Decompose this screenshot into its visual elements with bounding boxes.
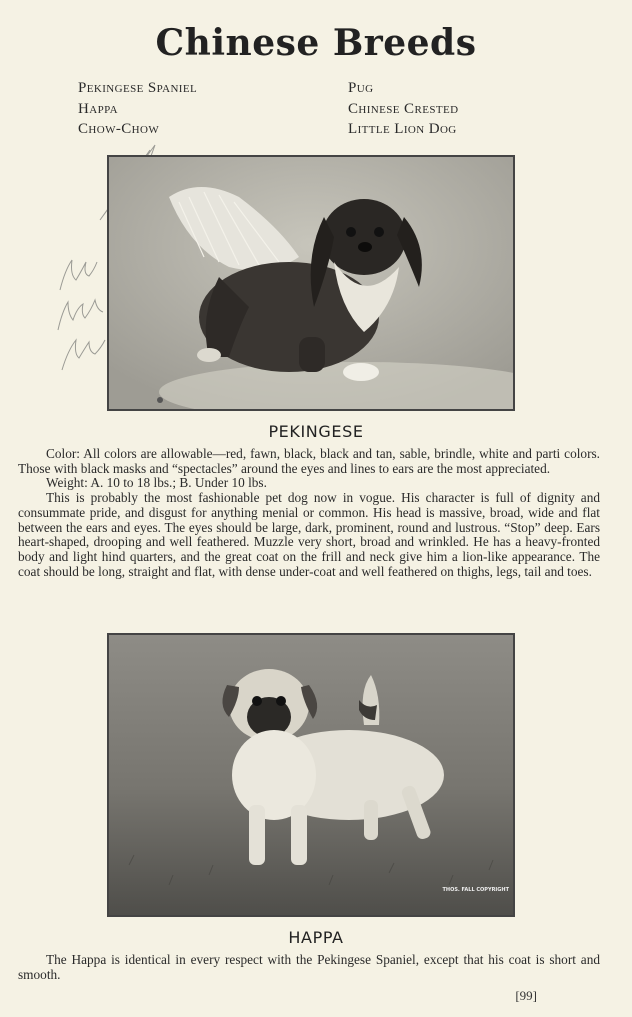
happa-photo [107, 633, 515, 917]
breed-list-right [348, 78, 458, 140]
breed-item: Chow-Chow [78, 121, 160, 137]
figure-caption-pekingese: PEKINGESE [268, 422, 364, 441]
paragraph-weight: Weight: A. 10 to 18 lbs.; B. Under 10 lbs. [46, 475, 267, 491]
paragraph-color: Color: All colors are allowable—red, fawn, black, black and tan, sable, brindle, white and parti colors. Those with black masks and “spectacles” around the eyes and lines to ears are the most appreciated. [18, 446, 600, 476]
breed-item: Little Lion Dog [348, 121, 457, 137]
print-dot [157, 397, 163, 403]
pekingese-photo [107, 155, 515, 411]
happa-description [18, 953, 600, 982]
pekingese-description [18, 447, 600, 579]
breed-item: Pekingese Spaniel [78, 80, 198, 96]
breed-item: Pug [348, 80, 374, 96]
paragraph-character: This is probably the most fashionable pet dog now in vogue. His character is full of dignity and consummate pride, and disgust for anything menial or common. His head is massive, broad, wide and flat between the ears and eyes. The eyes should be large, dark, prominent, round and lustrous. “Stop” deep. Ears heart-shaped, drooping and well feathered. Muzzle very short, broad and wrinkled. He has a heavy-fronted body and light hind quarters, and the great coat on the frill and neck give him a lion-like appearance. The coat should be long, straight and flat, with dense under-coat and well feathered on thighs, legs, tail and toes. [18, 490, 600, 579]
photo-credit: THOS. FALL COPYRIGHT [442, 887, 509, 893]
happa-illustration [109, 635, 513, 915]
figure-caption-happa: HAPPA [288, 928, 344, 947]
paragraph-happa: The Happa is identical in every respect with the Pekingese Spaniel, except that his coat is short and smooth. [18, 952, 600, 982]
page-title: Chinese Breeds [155, 22, 477, 64]
breed-list-left [78, 78, 197, 140]
breed-item: Chinese Crested [348, 100, 459, 117]
page-number: [99] [515, 988, 537, 1003]
pekingese-illustration [109, 157, 513, 409]
breed-item: Happa [78, 100, 118, 117]
